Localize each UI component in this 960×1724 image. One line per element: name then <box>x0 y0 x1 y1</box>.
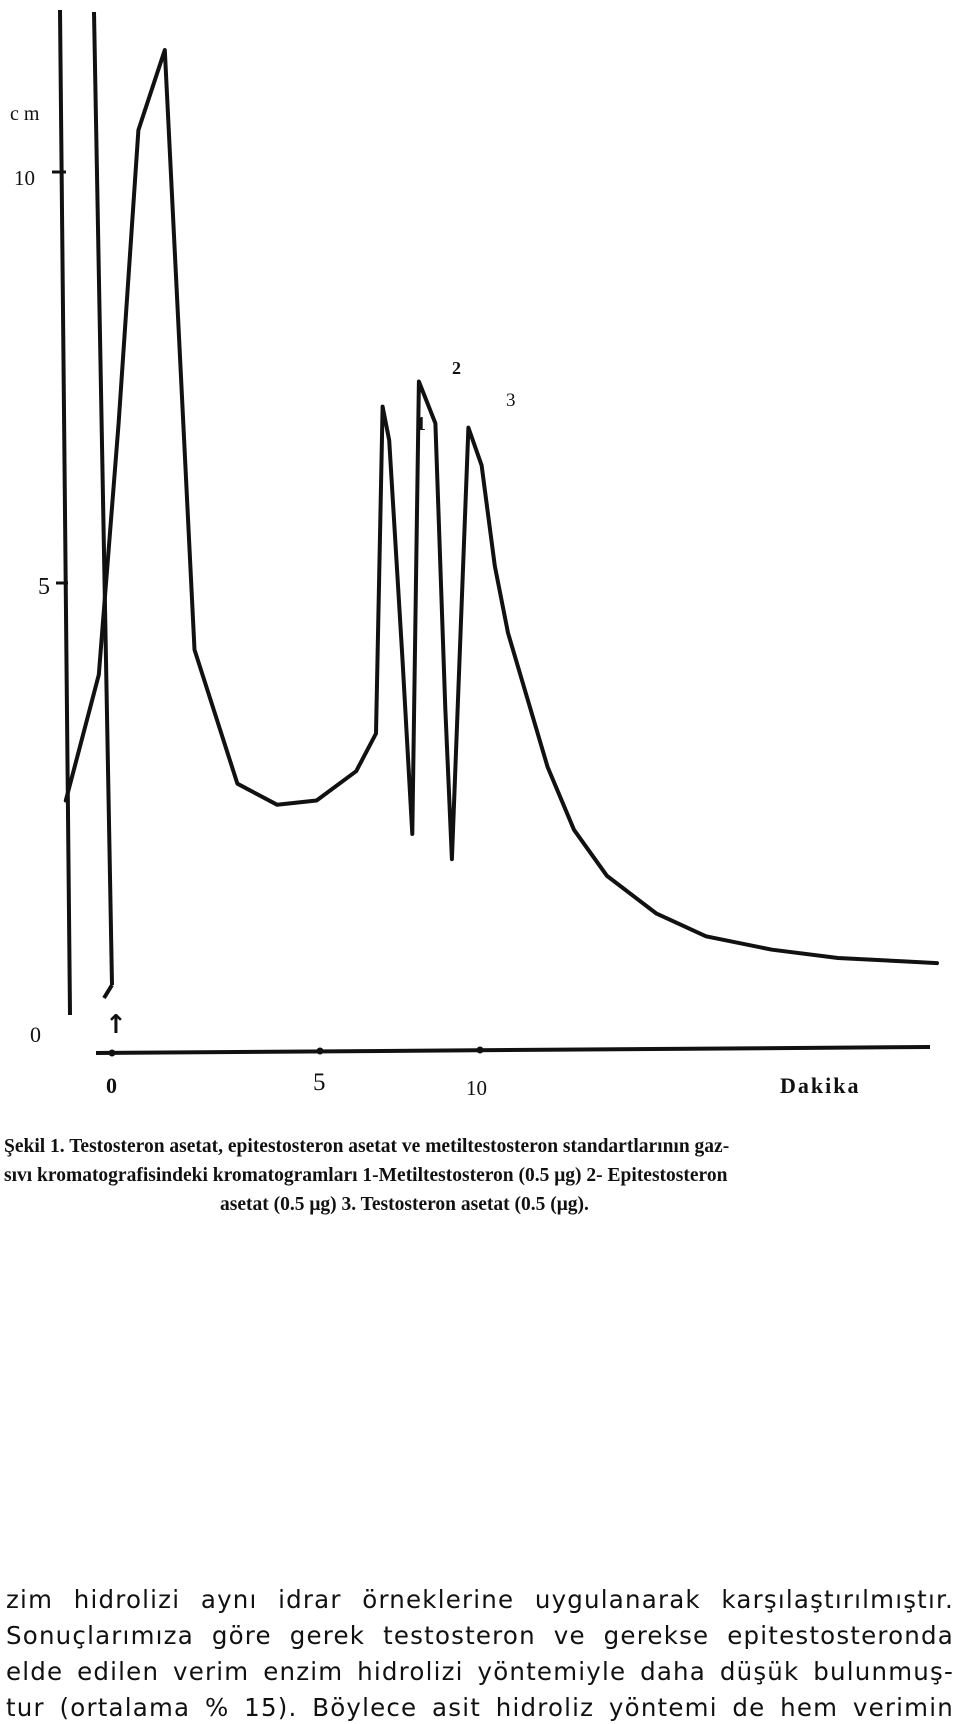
chromatogram-trace <box>66 50 937 963</box>
y-axis-unit: c m <box>10 103 40 125</box>
figure-caption <box>0 1132 960 1219</box>
peak-label-1: 1 <box>416 413 426 435</box>
y-tick-label-0: 0 <box>30 1022 41 1047</box>
x-tick-mark-0 <box>109 1050 116 1057</box>
x-tick-mark-10 <box>477 1047 484 1054</box>
y-axis-line <box>60 10 70 1015</box>
x-axis-label: Dakika <box>780 1073 861 1098</box>
caption-line-1: Şekil 1. Testosteron asetat, epitestosteron asetat ve metiltestosteron standartlarının gaz- <box>4 1136 730 1157</box>
body-text-line-1: zim hidrolizi aynı idrar örneklerine uygulanarak karşılaştırılmıştır. <box>6 1585 954 1614</box>
body-text-line-3: elde edilen verim enzim hidrolizi yöntemiyle daha düşük bulunmuş- <box>6 1657 954 1686</box>
peak-label-3: 3 <box>506 390 516 411</box>
x-tick-label-10: 10 <box>466 1076 487 1100</box>
injection-arrow-icon: ↑ <box>105 1010 127 1040</box>
body-text-line-2: Sonuçlarımıza göre gerek testosteron ve gerekse epitestosteronda <box>6 1621 954 1650</box>
pen-trace-left <box>94 12 112 985</box>
x-tick-label-5: 5 <box>313 1069 326 1096</box>
caption-line-3: asetat (0.5 μg) 3. Testosteron asetat (0.5 (μg). <box>220 1194 589 1215</box>
body-text-line-4: tur (ortalama % 15). Böylece asit hidroliz yöntemi de hem verimin <box>6 1693 954 1722</box>
x-tick-label-0: 0 <box>106 1073 117 1098</box>
caption-line-2: sıvı kromatografisindeki kromatogramları 1-Metiltestosteron (0.5 μg) 2- Epitestosteron <box>4 1165 728 1186</box>
y-tick-label-10: 10 <box>14 166 35 190</box>
x-axis-line <box>96 1047 930 1053</box>
x-tick-mark-5 <box>317 1048 324 1055</box>
y-tick-label-5: 5 <box>38 574 50 600</box>
pen-trace-hook <box>104 985 112 998</box>
peak-label-2: 2 <box>452 358 461 378</box>
